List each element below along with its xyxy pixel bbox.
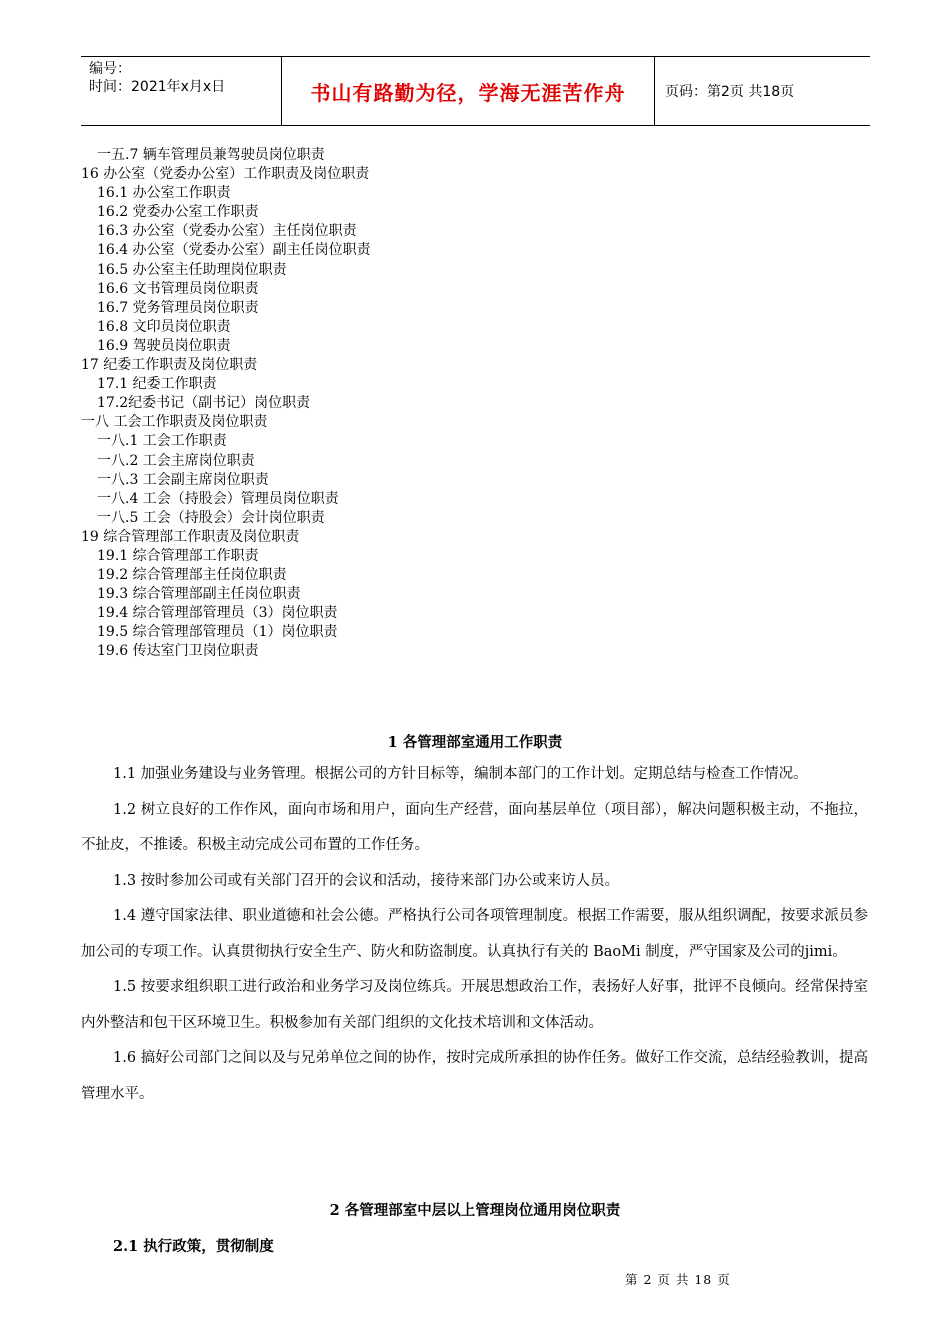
toc-item: 一五.7 辆车管理员兼驾驶员岗位职责 [97, 147, 325, 163]
document-time-label: 时间：2021年x月x日 [89, 79, 226, 95]
toc-item: 16.5 办公室主任助理岗位职责 [97, 261, 287, 278]
toc-item: 19.2 综合管理部主任岗位职责 [97, 567, 287, 584]
paragraph-1-2: 1.2 树立良好的工作作风，面向市场和用户，面向生产经营，面向基层单位（项目部），解决问题积极主动，不拖拉，不扯皮，不推诿。积极主动完成公司布置的工作任务。 [81, 801, 868, 853]
toc-item: 16.9 驾驶员岗位职责 [97, 337, 231, 354]
paragraph-1-1: 1.1 加强业务建设与业务管理。根据公司的方针目标等，编制本部门的工作计划。定期总结与检查工作情况。 [113, 766, 808, 782]
toc-item: 16.4 办公室（党委办公室）副主任岗位职责 [97, 242, 371, 259]
header-page-number: 页码：第2页 共18页 [665, 84, 795, 100]
toc-item: 19.5 综合管理部管理员（1）岗位职责 [97, 624, 338, 641]
toc-item: 一八.4 工会（持股会）管理员岗位职责 [97, 490, 339, 507]
toc-item: 16 办公室（党委办公室）工作职责及岗位职责 [81, 166, 370, 183]
toc-item: 16.6 文书管理员岗位职责 [97, 280, 259, 297]
header-meta [81, 57, 282, 125]
toc-item: 19.3 综合管理部副主任岗位职责 [97, 586, 301, 603]
toc-item: 16.2 党委办公室工作职责 [97, 204, 259, 221]
toc-item: 19.4 综合管理部管理员（3）岗位职责 [97, 605, 338, 622]
header-motto: 书山有路勤为径，学海无涯苦作舟 [282, 57, 655, 125]
toc-item: 一八.1 工会工作职责 [97, 433, 227, 450]
paragraph-1-4: 1.4 遵守国家法律、职业道德和社会公德。严格执行公司各项管理制度。根据工作需要，服从组织调配，按要求派员参加公司的专项工作。认真贯彻执行安全生产、防火和防盗制度。认真执行有关的 BaoMi 制度，严守国家及公司的jimi。 [81, 908, 868, 960]
toc-item: 19.1 综合管理部工作职责 [97, 547, 259, 564]
toc-item: 16.7 党务管理员岗位职责 [97, 299, 259, 316]
toc-item: 16.8 文印员岗位职责 [97, 318, 231, 335]
toc-item: 16.3 办公室（党委办公室）主任岗位职责 [97, 223, 357, 240]
toc-item: 一八 工会工作职责及岗位职责 [81, 414, 268, 431]
document-number-label: 编号： [89, 61, 131, 77]
toc-item: 16.1 办公室工作职责 [97, 185, 231, 202]
page-footer: 第 2 页 共 18 页 [625, 1272, 731, 1287]
section-1-body [81, 757, 868, 1112]
paragraph-1-5: 1.5 按要求组织职工进行政治和业务学习及岗位练兵。开展思想政治工作，表扬好人好事，批评不良倾向。经常保持室内外整洁和包干区环境卫生。积极参加有关部门组织的文化技术培训和文体活动。 [81, 979, 868, 1031]
toc-item: 19.6 传达室门卫岗位职责 [97, 643, 259, 660]
toc-item: 19 综合管理部工作职责及岗位职责 [81, 528, 300, 545]
section-2-title: 2 各管理部室中层以上管理岗位通用岗位职责 [329, 1202, 621, 1219]
page-header [81, 56, 870, 126]
toc-item: 17.1 纪委工作职责 [97, 376, 217, 393]
section-2-1-title: 2.1 执行政策，贯彻制度 [113, 1238, 274, 1255]
paragraph-1-3: 1.3 按时参加公司或有关部门召开的会议和活动，接待来部门办公或来访人员。 [113, 872, 620, 889]
toc-item: 17 纪委工作职责及岗位职责 [81, 357, 258, 374]
paragraph-1-6: 1.6 搞好公司部门之间以及与兄弟单位之间的协作，按时完成所承担的协作任务。做好工作交流，总结经验教训，提高管理水平。 [81, 1050, 868, 1102]
toc-item: 17.2纪委书记（副书记）岗位职责 [97, 395, 311, 412]
section-1-title: 1 各管理部室通用工作职责 [387, 734, 563, 751]
toc-item: 一八.5 工会（持股会）会计岗位职责 [97, 509, 325, 526]
table-of-contents [81, 146, 781, 662]
toc-item: 一八.2 工会主席岗位职责 [97, 452, 255, 469]
toc-item: 一八.3 工会副主席岗位职责 [97, 471, 269, 488]
